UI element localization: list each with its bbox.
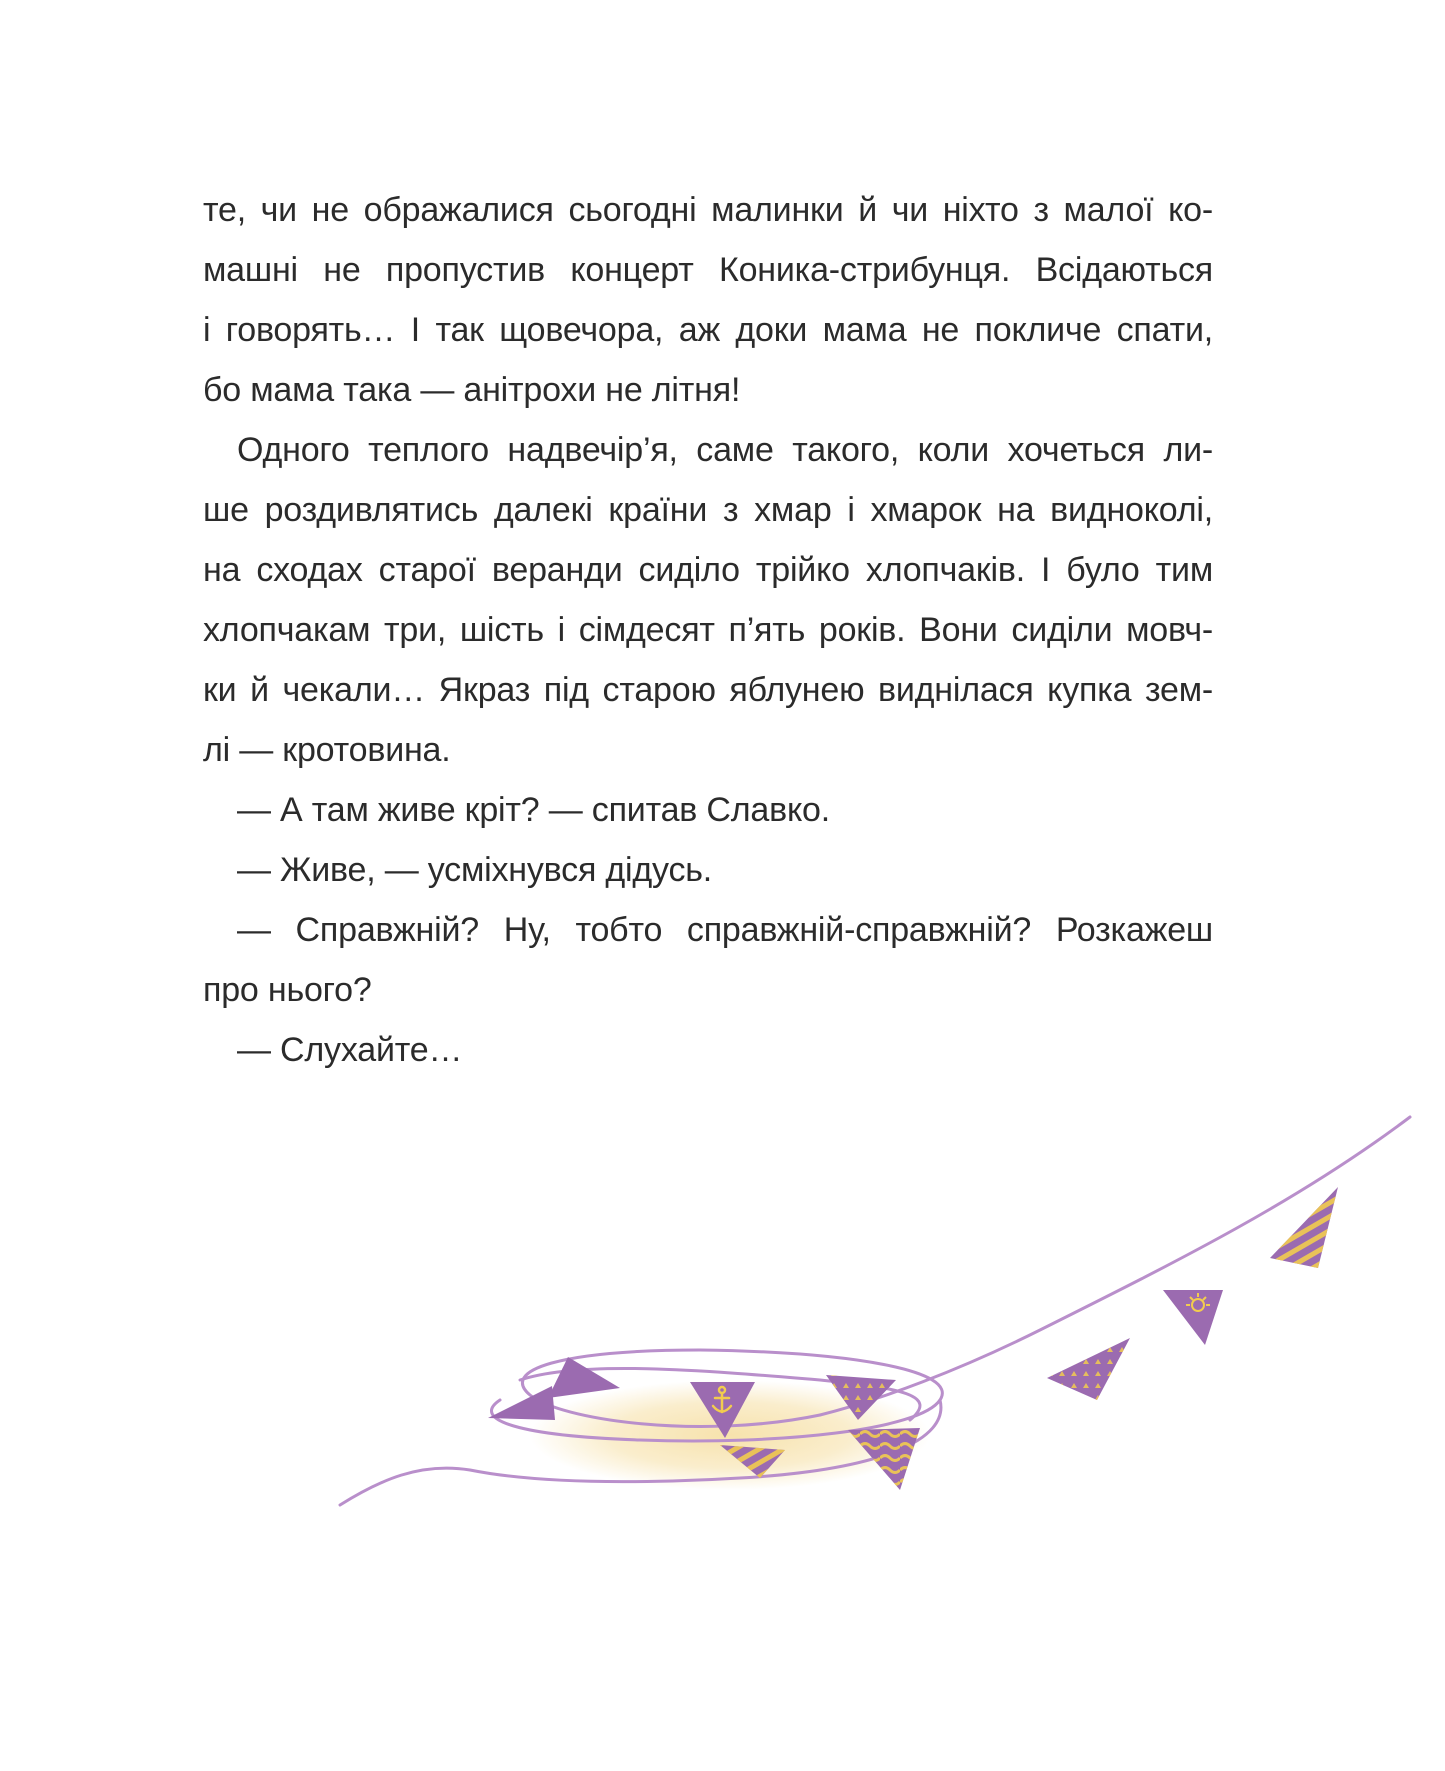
text-line: бо мама така — анітрохи не літня! [203, 371, 741, 409]
text-line: лі — кротовина. [203, 731, 451, 769]
dialogue-line: — А там живе кріт? — спитав Славко. [237, 791, 830, 829]
dialogue-line: про нього? [203, 971, 372, 1009]
dialogue-line: — Справжній? Ну, тобто справжній-справжній? Розкажеш [237, 911, 1213, 949]
text-line: Одного теплого надвечір’я, саме такого, коли хочеться ли- [237, 431, 1213, 469]
text-line: хлопчакам три, шість і сімдесят п’ять років. Вони сиділи мовч- [203, 611, 1213, 649]
dialogue-line: — Живе, — усміхнувся дідусь. [237, 851, 713, 889]
text-line: ше роздивлятись далекі країни з хмар і хмарок на видноколі, [203, 491, 1213, 529]
text-line: і говорять… І так щовечора, аж доки мама не покличе спати, [203, 311, 1213, 349]
dialogue-line: — Слухайте… [237, 1031, 463, 1069]
pennant-sun [1163, 1290, 1223, 1345]
text-line: на сходах старої веранди сиділо трійко хлопчаків. І було тим [203, 551, 1213, 589]
garland-illustration [0, 1080, 1445, 1540]
text-line: те, чи не ображалися сьогодні малинки й чи ніхто з малої ко- [203, 191, 1213, 229]
text-line: машні не пропустив концерт Коника-стрибунця. Всідаються [203, 251, 1213, 289]
text-line: ки й чекали… Якраз під старою яблунею виднілася купка зем- [203, 671, 1213, 709]
